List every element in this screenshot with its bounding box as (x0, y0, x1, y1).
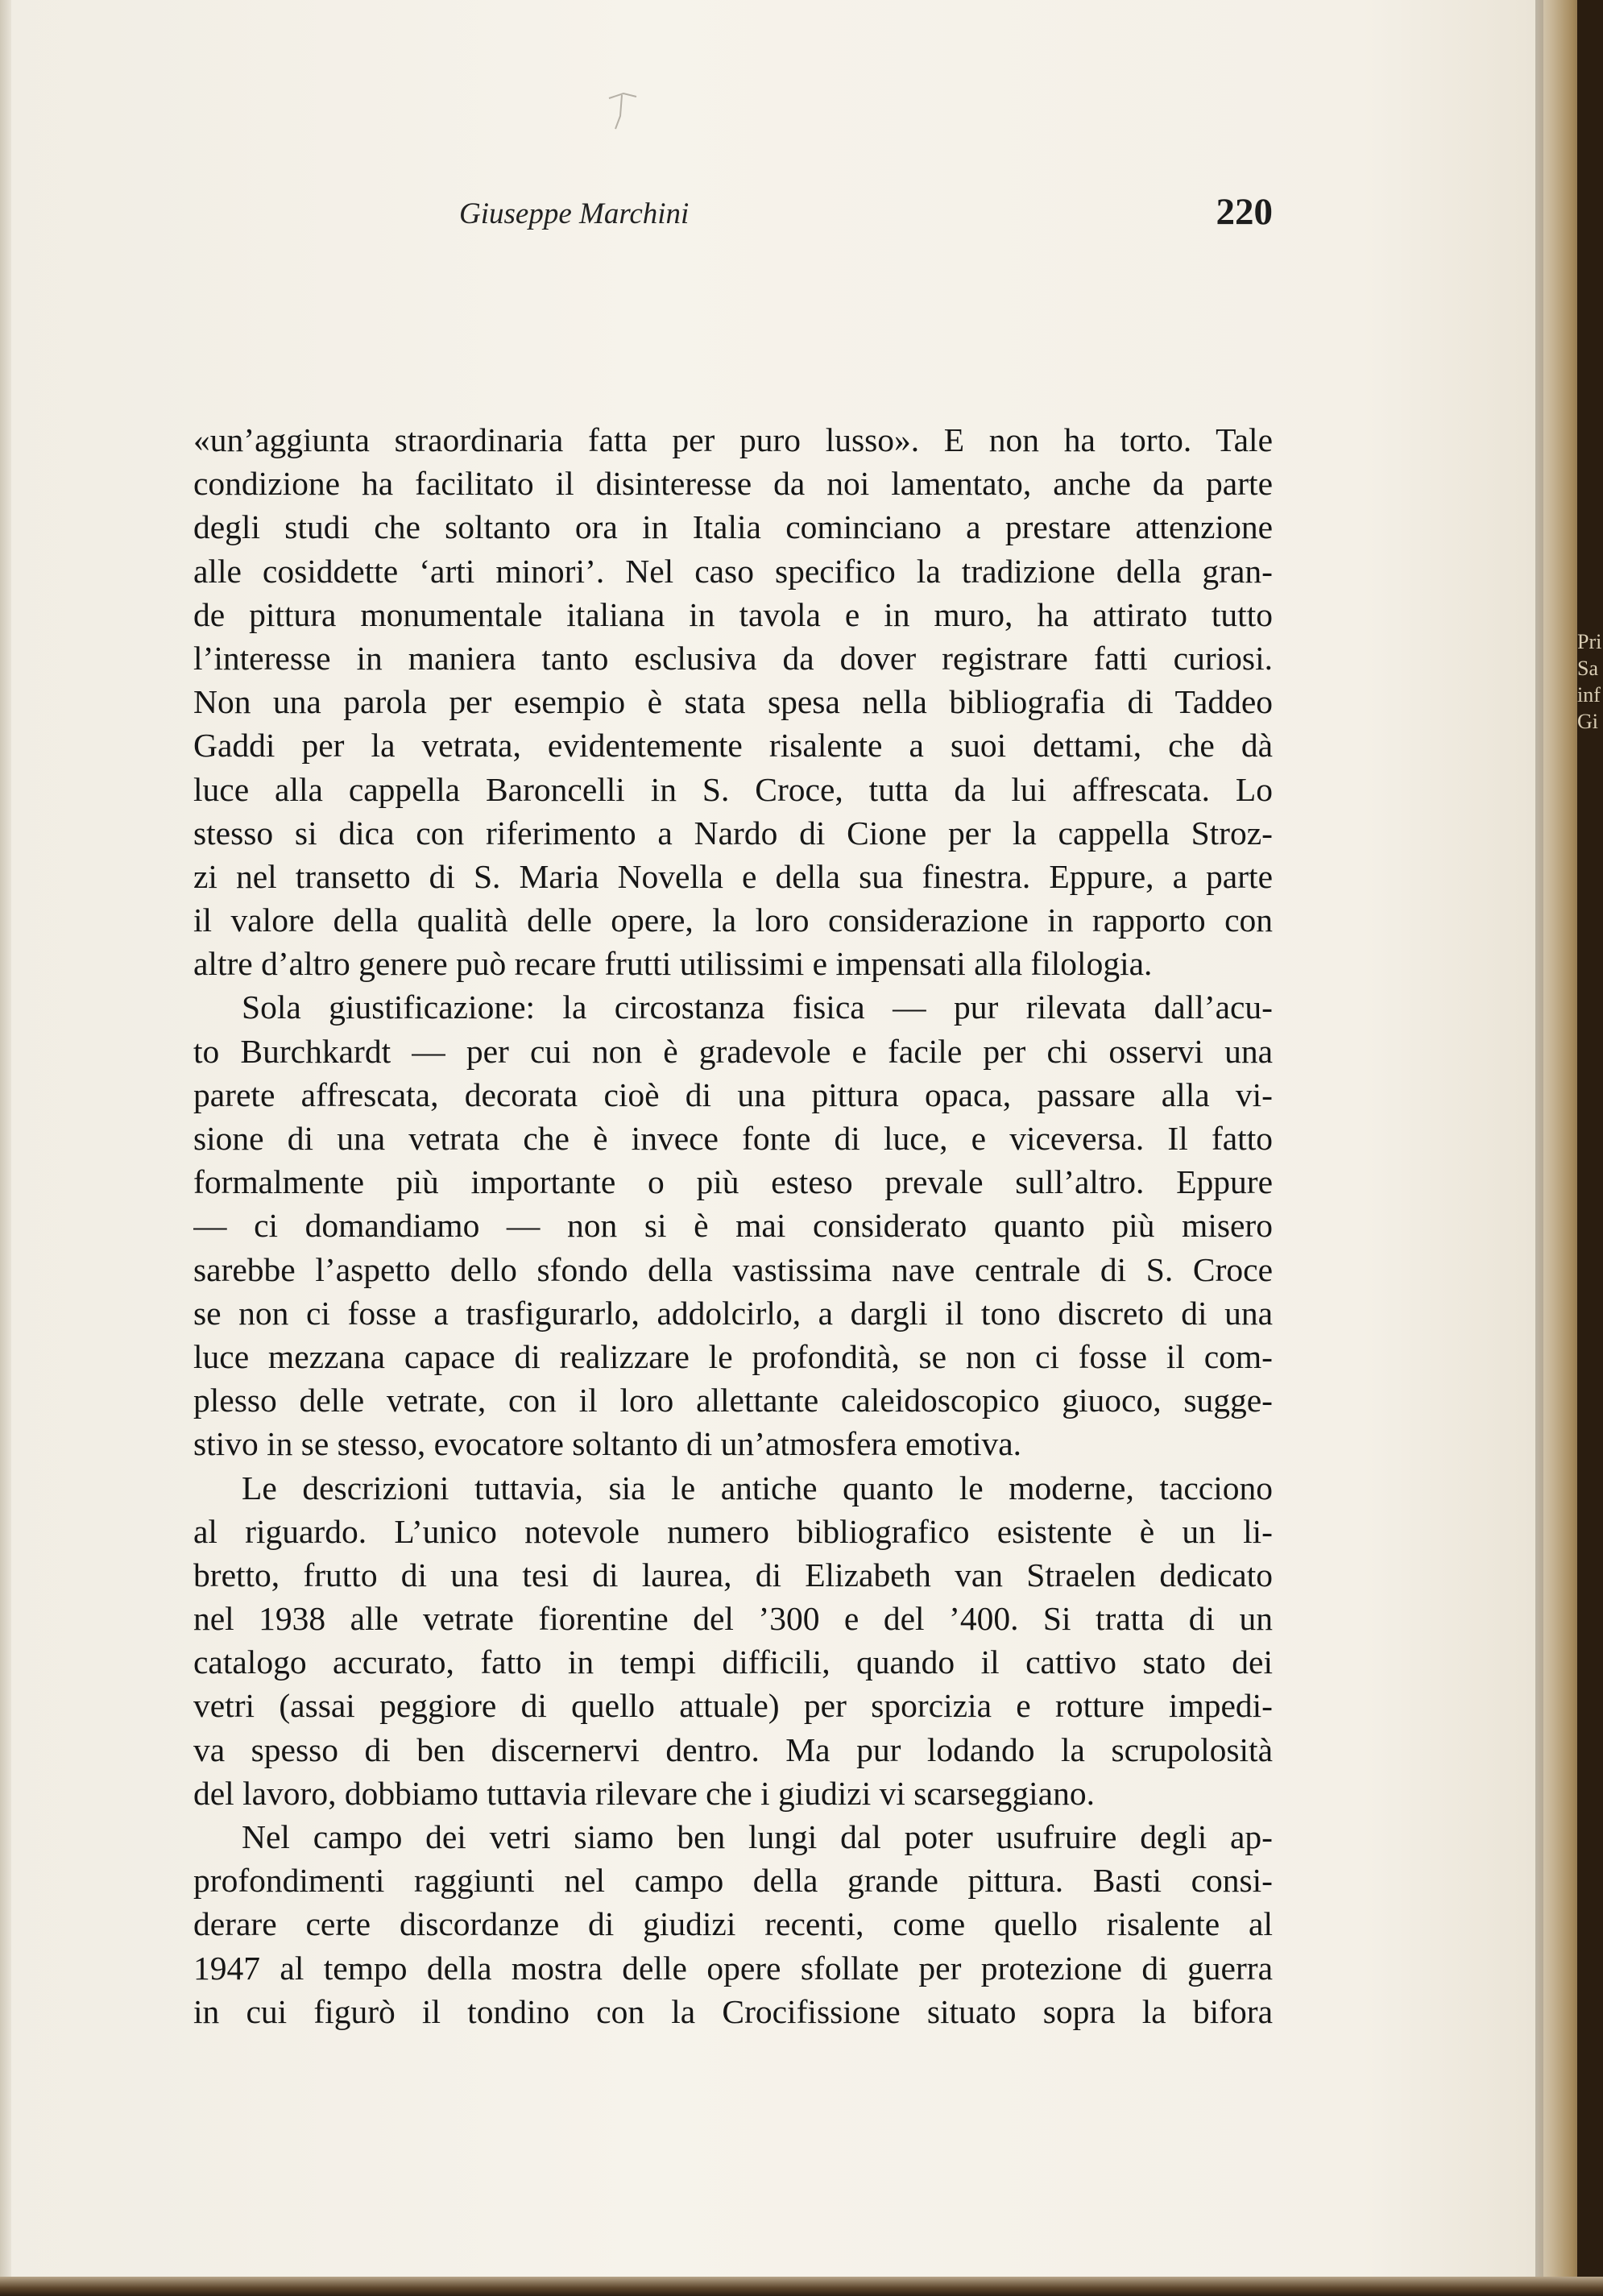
text-line: plesso delle vetrate, con il loro allettante caleidoscopico giuoco, sugge- (193, 1382, 1273, 1419)
text-line: Gaddi per la vetrata, evidentemente risalente a suoi dettami, che dà (193, 727, 1273, 765)
text-line: se non ci fosse a trasfigurarlo, addolcirlo, a dargli il tono discreto di una (193, 1294, 1273, 1332)
text-line: va spesso di ben discernervi dentro. Ma pur lodando la scrupolosità (193, 1730, 1273, 1768)
text-line: l’interesse in maniera tanto esclusiva da dover registrare fatti curiosi. (193, 639, 1273, 677)
text-line: sarebbe l’aspetto dello sfondo della vastissima nave centrale di S. Croce (193, 1250, 1273, 1288)
text-line: stivo in se stesso, evocatore soltanto di un’atmosfera emotiva. (193, 1425, 1022, 1463)
fragment-line: inf (1577, 683, 1601, 707)
book-bottom-edge (0, 2277, 1603, 2296)
text-line: 1947 al tempo della mostra delle opere sfollate per protezione di guerra (193, 1949, 1273, 1987)
facing-page-text-fragments (1577, 628, 1603, 735)
text-line: profondimenti raggiunti nel campo della grande pittura. Basti consi- (193, 1862, 1273, 1900)
text-line: parete affrescata, decorata cioè di una pittura opaca, passare alla vi- (193, 1075, 1273, 1113)
text-line: luce alla cappella Baroncelli in S. Croce, tutta da lui affrescata. Lo (193, 770, 1273, 808)
text-line: al riguardo. L’unico notevole numero bibliografico esistente è un li- (193, 1512, 1273, 1550)
body-text (193, 418, 1273, 2033)
text-line: Le descrizioni tuttavia, sia le antiche quanto le moderne, tacciono (242, 1469, 1273, 1506)
text-line: alle cosiddette ‘arti minori’. Nel caso specifico la tradizione della gran- (193, 552, 1273, 590)
text-line: zi nel transetto di S. Maria Novella e della sua finestra. Eppure, a parte (193, 857, 1273, 895)
text-line: nel 1938 alle vetrate fiorentine del ’300 e del ’400. Si tratta di un (193, 1600, 1273, 1638)
text-line: condizione ha facilitato il disinteresse da noi lamentato, anche da parte (193, 465, 1273, 503)
text-line: il valore della qualità delle opere, la loro considerazione in rapporto con (193, 901, 1273, 939)
facing-page-strip (1577, 0, 1603, 2296)
text-line: Non una parola per esempio è stata spesa nella bibliografia di Taddeo (193, 683, 1273, 721)
text-line: catalogo accurato, fatto in tempi difficili, quando il cattivo stato dei (193, 1643, 1273, 1681)
text-line: in cui figurò il tondino con la Crocifissione situato sopra la bifora (193, 1992, 1273, 2030)
fragment-line: Sa (1577, 657, 1598, 680)
fragment-line: Gi (1577, 710, 1598, 733)
fragment-line: Pri (1577, 630, 1602, 653)
text-line: altre d’altro genere può recare frutti utilissimi e impensati alla filologia. (193, 945, 1153, 983)
text-line: de pittura monumentale italiana in tavola e in muro, ha attirato tutto (193, 595, 1273, 633)
text-line: degli studi che soltanto ora in Italia cominciano a prestare attenzione (193, 508, 1273, 546)
text-line: formalmente più importante o più esteso prevale sull’altro. Eppure (193, 1163, 1273, 1201)
text-line: «un’aggiunta straordinaria fatta per puro lusso». E non ha torto. Tale (193, 421, 1273, 458)
text-line: Sola giustificazione: la circostanza fisica — pur rilevata dall’acu- (242, 988, 1273, 1026)
ink-smudge-mark (606, 84, 640, 132)
text-line: vetri (assai peggiore di quello attuale) per sporcizia e rotture impedi- (193, 1687, 1273, 1725)
text-line: derare certe discordanze di giudizi recenti, come quello risalente al (193, 1905, 1273, 1943)
text-line: Nel campo dei vetri siamo ben lungi dal poter usufruire degli ap- (242, 1818, 1273, 1855)
text-line: stesso si dica con riferimento a Nardo di Cione per la cappella Stroz- (193, 814, 1273, 852)
text-line: luce mezzana capace di realizzare le profondità, se non ci fosse il com- (193, 1337, 1273, 1375)
text-line: — ci domandiamo — non si è mai considerato quanto più misero (193, 1207, 1273, 1245)
text-line: bretto, frutto di una tesi di laurea, di Elizabeth van Straelen dedicato (193, 1556, 1273, 1594)
running-header (193, 190, 1273, 238)
page-number: 220 (1216, 191, 1273, 233)
text-line: sione di una vetrata che è invece fonte di luce, e viceversa. Il fatto (193, 1120, 1273, 1157)
running-header-author: Giuseppe Marchini (459, 197, 690, 230)
text-line: del lavoro, dobbiamo tuttavia rilevare che i giudizi vi scarseggiano. (193, 1774, 1095, 1812)
text-line: to Burchkardt — per cui non è gradevole e facile per chi osservi una (193, 1032, 1273, 1070)
